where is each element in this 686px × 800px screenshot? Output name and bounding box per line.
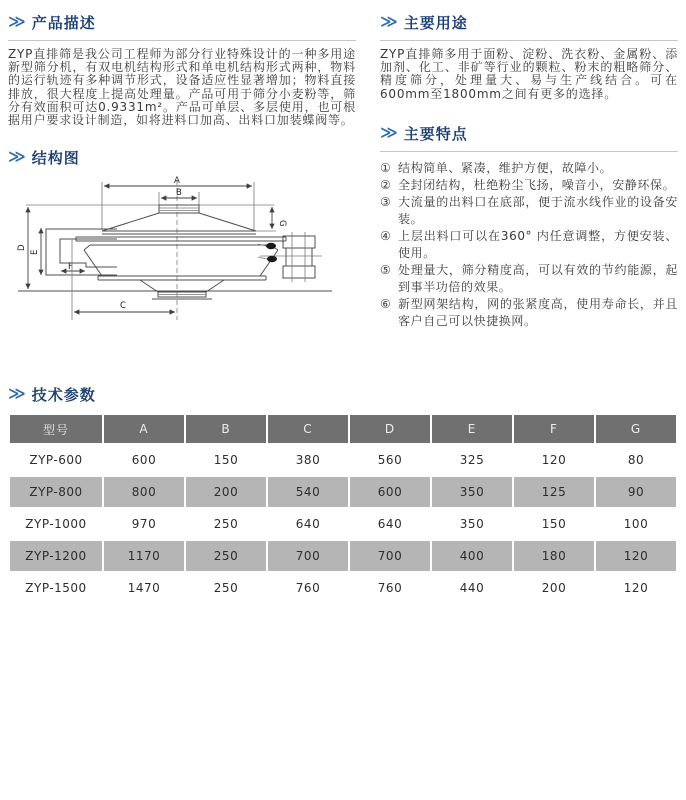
section-title: 主要特点: [403, 124, 468, 143]
value-cell: 600: [350, 477, 430, 507]
feature-text: 处理量大，筛分精度高，可以有效的节约能源，起到事半功倍的效果。: [398, 262, 678, 294]
feature-marker: ⑤: [380, 262, 392, 277]
feature-text: 全封闭结构，杜绝粉尘飞扬，噪音小，安静环保。: [398, 177, 676, 192]
value-cell: 180: [514, 541, 594, 571]
product-description-text: ZYP直排筛是我公司工程师为部分行业特殊设计的一种多用途新型筛分机，有双电机结构形式和单电机结构形式两种，物料的运行轨迹有多种调节形式，设备适应性显著增加；物料直接排放，很大程度上提高处理量。产品可用于筛分小麦粉等，筛分有效面积可达0.9331m²。产品可单层、多层使用，也可根据用户要求设计制造，如将进料口加高、出料口加装蝶阀等。: [8, 47, 356, 128]
value-cell: 600: [104, 445, 184, 475]
value-cell: 970: [104, 509, 184, 539]
section-main-uses: [380, 8, 678, 101]
section-product-description: [8, 8, 356, 127]
params-col-header: E: [432, 415, 512, 443]
value-cell: 560: [350, 445, 430, 475]
value-cell: 540: [268, 477, 348, 507]
value-cell: 350: [432, 509, 512, 539]
tech-params-table: [8, 413, 678, 605]
section-title: 结构图: [31, 149, 80, 168]
value-cell: 80: [596, 445, 676, 475]
feature-text: 新型网架结构，网的张紧度高，使用寿命长，并且客户自己可以快捷换网。: [398, 296, 678, 328]
section-title: 技术参数: [31, 386, 96, 404]
sieve-structure-drawing: [8, 174, 352, 332]
params-header-row: [10, 415, 676, 443]
value-cell: 700: [268, 541, 348, 571]
value-cell: 400: [432, 541, 512, 571]
section-title: 主要用途: [403, 14, 468, 32]
params-row: [10, 477, 676, 507]
features-list: [380, 160, 678, 330]
params-col-header: 型号: [10, 415, 102, 443]
value-cell: 380: [268, 445, 348, 475]
dim-label-a: A: [174, 176, 180, 187]
value-cell: 250: [186, 509, 266, 539]
params-row: [10, 509, 676, 539]
value-cell: 120: [596, 541, 676, 571]
params-col-header: F: [514, 415, 594, 443]
section-structure-diagram: [8, 143, 356, 332]
params-col-header: D: [350, 415, 430, 443]
value-cell: 440: [432, 573, 512, 603]
dim-label-g: G: [277, 220, 287, 227]
value-cell: 350: [432, 477, 512, 507]
value-cell: 640: [268, 509, 348, 539]
structure-diagram: [8, 174, 356, 332]
value-cell: 120: [514, 445, 594, 475]
double-chevron-right-icon: ≫: [8, 385, 26, 404]
left-column: [8, 8, 356, 370]
params-col-header: A: [104, 415, 184, 443]
model-cell: ZYP-1200: [10, 541, 102, 571]
top-columns: [8, 8, 678, 370]
value-cell: 90: [596, 477, 676, 507]
value-cell: 760: [350, 573, 430, 603]
model-cell: ZYP-1500: [10, 573, 102, 603]
params-body: [10, 445, 676, 603]
section-tech-params: [8, 380, 678, 605]
main-features-header: [380, 119, 678, 152]
model-cell: ZYP-1000: [10, 509, 102, 539]
params-col-header: C: [268, 415, 348, 443]
feature-item: [380, 296, 678, 330]
params-row: [10, 573, 676, 603]
feature-text: 大流量的出料口在底部，便于流水线作业的设备安装。: [398, 194, 678, 226]
model-cell: ZYP-600: [10, 445, 102, 475]
value-cell: 150: [514, 509, 594, 539]
value-cell: 1470: [104, 573, 184, 603]
double-chevron-right-icon: ≫: [380, 123, 398, 142]
value-cell: 800: [104, 477, 184, 507]
value-cell: 325: [432, 445, 512, 475]
dim-label-e: E: [30, 249, 40, 256]
dim-label-f: F: [68, 262, 73, 273]
feature-item: [380, 160, 678, 177]
tech-params-header: [8, 380, 678, 405]
double-chevron-right-icon: ≫: [380, 13, 398, 32]
feature-marker: ④: [380, 228, 392, 243]
value-cell: 250: [186, 573, 266, 603]
structure-diagram-header: [8, 143, 356, 168]
value-cell: 125: [514, 477, 594, 507]
feature-marker: ⑥: [380, 296, 392, 311]
double-chevron-right-icon: ≫: [8, 148, 26, 167]
feature-text: 结构简单、紧凑，维护方便，故障小。: [398, 160, 613, 175]
feature-marker: ③: [380, 194, 392, 209]
value-cell: 150: [186, 445, 266, 475]
feature-item: [380, 177, 678, 194]
right-column: [380, 8, 678, 370]
feature-marker: ①: [380, 160, 392, 175]
value-cell: 200: [514, 573, 594, 603]
dim-label-c: C: [120, 301, 126, 312]
value-cell: 700: [350, 541, 430, 571]
main-uses-header: [380, 8, 678, 41]
section-title: 产品描述: [31, 14, 96, 32]
feature-marker: ②: [380, 177, 392, 192]
value-cell: 250: [186, 541, 266, 571]
feature-item: [380, 194, 678, 228]
params-row: [10, 541, 676, 571]
product-description-header: [8, 8, 356, 41]
double-chevron-right-icon: ≫: [8, 13, 26, 32]
section-main-features: [380, 119, 678, 330]
feature-item: [380, 228, 678, 262]
main-uses-text: ZYP直排筛多用于面粉、淀粉、洗衣粉、金属粉、添加剂、化工、非矿等行业的颗粒、粉末的粗略筛分、精度筛分，处理量大、易与生产线结合。可在600mm至1800mm之间有更多的选择。: [380, 47, 678, 101]
model-cell: ZYP-800: [10, 477, 102, 507]
dim-label-b: B: [176, 188, 182, 199]
dim-label-d: D: [17, 244, 27, 252]
value-cell: 200: [186, 477, 266, 507]
value-cell: 760: [268, 573, 348, 603]
value-cell: 640: [350, 509, 430, 539]
params-col-header: B: [186, 415, 266, 443]
params-col-header: G: [596, 415, 676, 443]
params-row: [10, 445, 676, 475]
value-cell: 120: [596, 573, 676, 603]
feature-text: 上层出料口可以在360° 内任意调整，方便安装、使用。: [398, 228, 678, 260]
value-cell: 1170: [104, 541, 184, 571]
feature-item: [380, 262, 678, 296]
value-cell: 100: [596, 509, 676, 539]
